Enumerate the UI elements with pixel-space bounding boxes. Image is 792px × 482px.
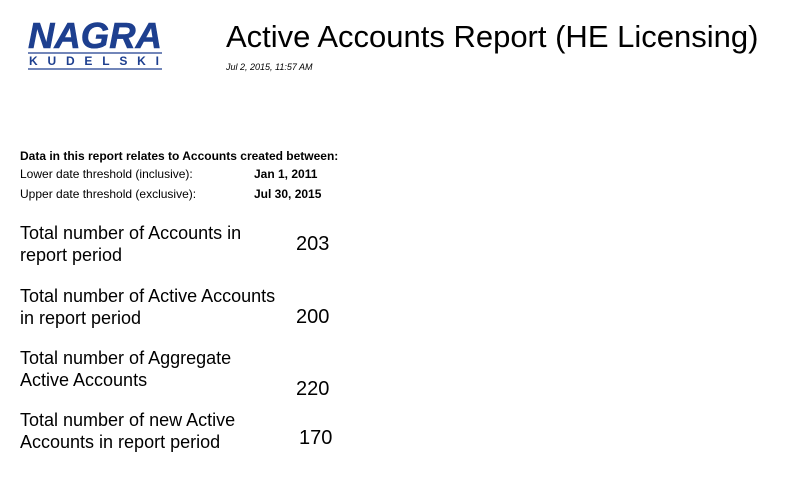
- lower-threshold-label: Lower date threshold (inclusive):: [20, 167, 193, 181]
- report-timestamp: Jul 2, 2015, 11:57 AM: [226, 62, 313, 72]
- metric-value-total-accounts: 203: [296, 233, 330, 255]
- report-title: Active Accounts Report (HE Licensing): [226, 19, 759, 54]
- upper-threshold-value: Jul 30, 2015: [254, 187, 322, 201]
- metric-label-new-active: Total number of new Active Accounts in report period: [20, 410, 236, 452]
- metric-value-aggregate-active: 220: [296, 378, 330, 400]
- logo-subtext: KUDELSKI: [29, 54, 159, 68]
- metric-label-total-accounts: Total number of Accounts in report period: [20, 223, 242, 265]
- metric-value-active-accounts: 200: [296, 306, 330, 328]
- lower-threshold-row: [20, 167, 318, 181]
- nagra-kudelski-logo: [26, 12, 166, 74]
- upper-threshold-row: [20, 187, 322, 201]
- criteria-heading: Data in this report relates to Accounts created between:: [20, 149, 339, 163]
- metric-label-active-accounts: Total number of Active Accounts in report period: [20, 286, 276, 328]
- logo-wordmark: NAGRA: [28, 15, 162, 56]
- lower-threshold-value: Jan 1, 2011: [254, 167, 318, 181]
- upper-threshold-label: Upper date threshold (exclusive):: [20, 187, 197, 201]
- metric-label-aggregate-active: Total number of Aggregate Active Accounts: [20, 348, 232, 390]
- metric-value-new-active: 170: [299, 427, 333, 449]
